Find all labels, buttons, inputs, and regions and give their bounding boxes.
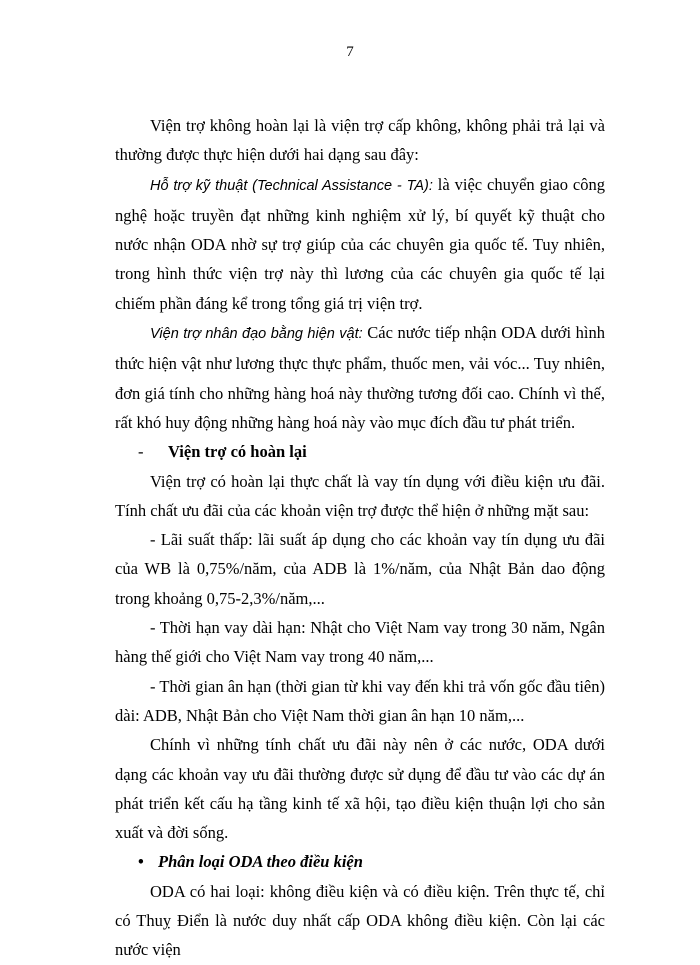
bullet-marker: • bbox=[138, 852, 144, 872]
document-body bbox=[115, 111, 605, 965]
humanitarian-aid-term: Viện trợ nhân đạo bằng hiện vật: bbox=[150, 326, 363, 343]
paragraph-grace-period: - Thời gian ân hạn (thời gian từ khi vay đến khi trả vốn gốc đầu tiên) dài: ADB, Nhật Bản cho Việt Nam thời gian ân hạn 10 năm,... bbox=[115, 676, 605, 725]
paragraph-refundable-aid: Viện trợ có hoàn lại thực chất là vay tín dụng với điều kiện ưu đãi. Tính chất ưu đãi của các khoản viện trợ được thể hiện ở những mặt sau: bbox=[115, 471, 605, 520]
paragraph-oda-types: ODA có hai loại: không điều kiện và có điều kiện. Trên thực tế, chỉ có Thuỵ Điển là nước duy nhất cấp ODA không điều kiện. Còn lại các nước viện bbox=[115, 881, 605, 960]
paragraph-low-interest: - Lãi suất thấp: lãi suất áp dụng cho các khoản vay tín dụng ưu đãi của WB là 0,75%/năm, của ADB là 1%/năm, của Nhật Bản dao động trong khoảng 0,75-2,3%/năm,... bbox=[115, 530, 605, 608]
technical-assistance-text: là việc chuyển giao công nghệ hoặc truyền đạt những kinh nghiệm xử lý, bí quyết kỹ thuật cho nước nhận ODA nhờ sự trợ giúp của các chuyên gia quốc tế. Tuy nhiên, trong hình thức viện trợ này thì lương của các chuyên gia quốc tế lại chiếm phần đáng kể trong tổng giá trị viện trợ. bbox=[115, 174, 605, 313]
technical-assistance-term: Hỗ trợ kỹ thuật (Technical Assistance - TA): bbox=[150, 177, 433, 194]
paragraph-humanitarian-aid bbox=[115, 318, 605, 437]
section-heading-text: Viện trợ có hoàn lại bbox=[168, 442, 307, 462]
section-heading-text: Phân loại ODA theo điều kiện bbox=[158, 852, 363, 872]
paragraph-technical-assistance bbox=[115, 170, 605, 318]
dash-marker: - bbox=[138, 442, 144, 462]
page-number: 7 bbox=[346, 44, 354, 60]
paragraph-usage: Chính vì những tính chất ưu đãi này nên ở các nước, ODA dưới dạng các khoản vay ưu đãi thường được sử dụng để đầu tư vào các dự án phát triển kết cấu hạ tầng kinh tế xã hội, tạo điều kiện thuận lợi cho sản xuất và đời sống. bbox=[115, 735, 605, 843]
paragraph-long-term: - Thời hạn vay dài hạn: Nhật cho Việt Nam vay trong 30 năm, Ngân hàng thế giới cho Việt Nam vay trong 40 năm,... bbox=[115, 618, 605, 667]
section-heading-oda-classification bbox=[115, 847, 605, 876]
humanitarian-aid-text: Các nước tiếp nhận ODA dưới hình thức hiện vật như lương thực thực phẩm, thuốc men, vải vóc... Tuy nhiên, đơn giá tính cho những hàng hoá này thường tương đối cao. Chính vì thế, rất khó huy động những hàng hoá này vào mục đích đầu tư phát triển. bbox=[115, 323, 605, 432]
section-heading-refundable-aid bbox=[115, 437, 605, 466]
paragraph-grant-aid: Viện trợ không hoàn lại là viện trợ cấp không, không phải trả lại và thường được thực hiện dưới hai dạng sau đây: bbox=[115, 116, 605, 165]
